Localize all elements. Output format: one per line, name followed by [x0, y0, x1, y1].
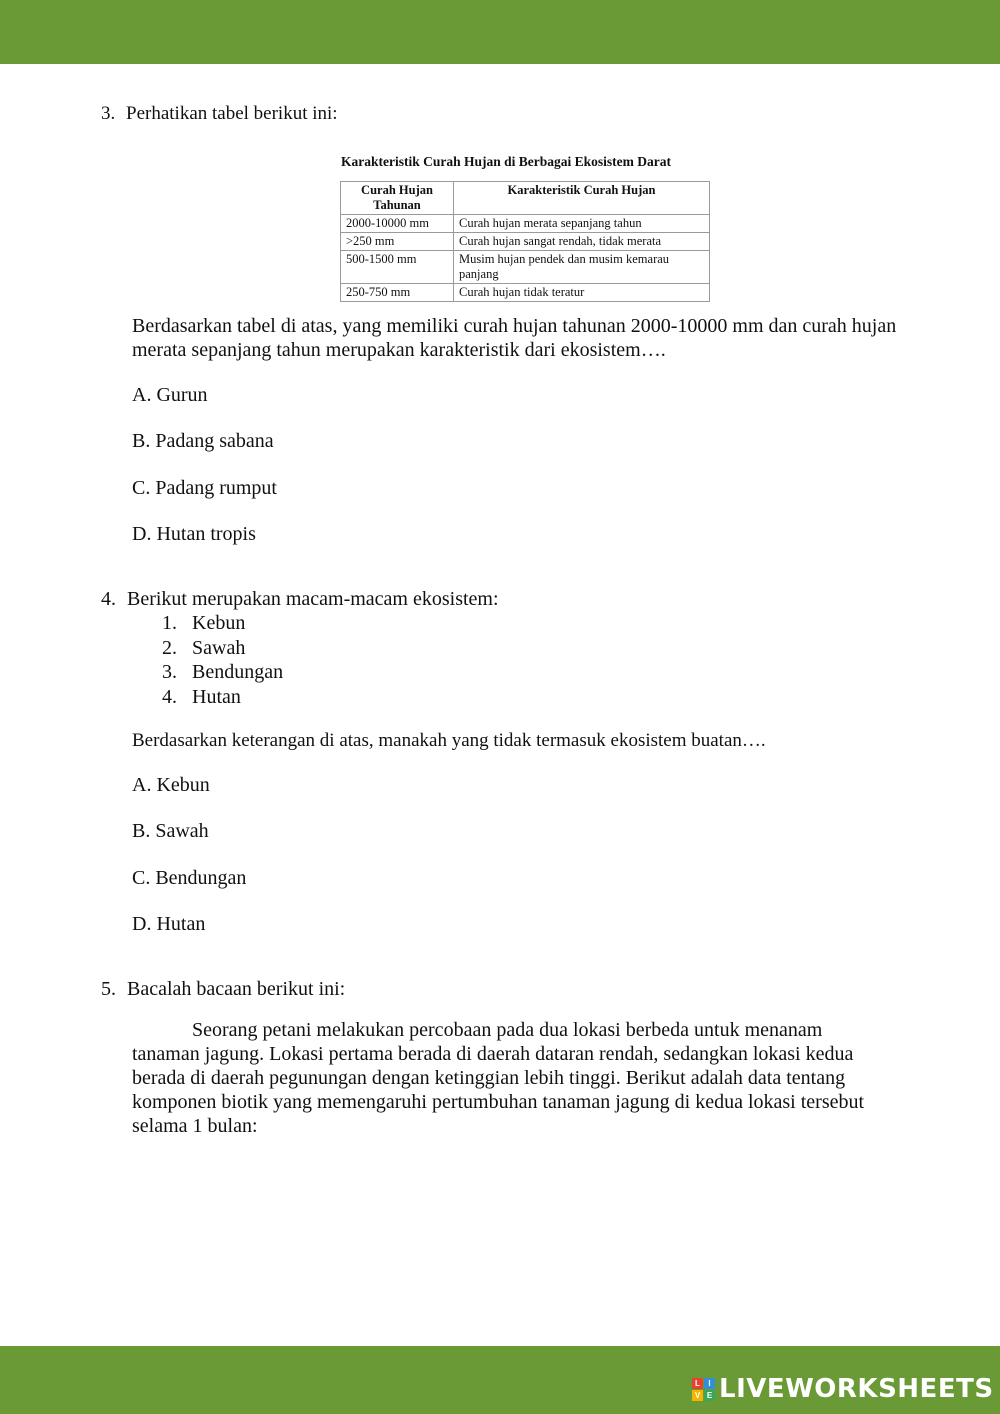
table-row	[341, 251, 710, 284]
list-label: Hutan	[192, 686, 241, 708]
logo-tile: L	[692, 1378, 703, 1389]
list-number: 4.	[162, 686, 177, 708]
table-cell: Curah hujan merata sepanjang tahun	[454, 215, 710, 233]
list-number: 2.	[162, 637, 177, 659]
table-cell: 250-750 mm	[341, 284, 454, 302]
question-3-text: Berdasarkan tabel di atas, yang memiliki curah hujan tahunan 2000-10000 mm dan curah hujan merata sepanjang tahun merupakan karakteristik dari ekosistem….	[132, 315, 897, 361]
passage-line: komponen biotik yang memengaruhi pertumbuhan tanaman jagung di kedua lokasi tersebut	[132, 1091, 865, 1113]
list-item	[162, 661, 283, 684]
table-title: Karakteristik Curah Hujan di Berbagai Ekosistem Darat	[341, 154, 672, 169]
table-header-row	[341, 182, 710, 215]
question-4-text: Berdasarkan keterangan di atas, manakah yang tidak termasuk ekosistem buatan….	[132, 730, 766, 751]
passage-line: tanaman jagung. Lokasi pertama berada di daerah dataran rendah, sedangkan lokasi kedua	[132, 1043, 854, 1065]
answer-option[interactable]: C. Bendungan	[132, 867, 247, 889]
list-label: Kebun	[192, 612, 246, 634]
logo-tile: V	[692, 1390, 703, 1401]
table-cell: 500-1500 mm	[341, 251, 454, 284]
question-prompt: Perhatikan tabel berikut ini:	[126, 103, 338, 124]
answer-option[interactable]: D. Hutan	[132, 913, 206, 935]
table-cell: 2000-10000 mm	[341, 215, 454, 233]
question-prompt: Berikut merupakan macam-macam ekosistem:	[127, 588, 499, 610]
list-item	[162, 637, 245, 660]
passage-line: selama 1 bulan:	[132, 1115, 258, 1137]
list-number: 1.	[162, 612, 177, 634]
header-band	[0, 0, 1000, 64]
answer-option[interactable]: B. Padang sabana	[132, 430, 274, 452]
header-cell: Curah Hujan Tahunan	[341, 182, 454, 215]
question-number: 4.	[101, 588, 116, 610]
table-cell: Curah hujan tidak teratur	[454, 284, 710, 302]
rainfall-table	[340, 181, 710, 302]
answer-option[interactable]: D. Hutan tropis	[132, 523, 256, 545]
answer-option[interactable]: A. Kebun	[132, 774, 210, 796]
passage-line: berada di daerah pegunungan dengan ketinggian lebih tinggi. Berikut adalah data tentang	[132, 1067, 846, 1089]
answer-option[interactable]: B. Sawah	[132, 820, 209, 842]
table-row	[341, 284, 710, 302]
header-cell: Karakteristik Curah Hujan	[454, 182, 710, 215]
list-number: 3.	[162, 661, 177, 683]
table-cell: >250 mm	[341, 233, 454, 251]
passage-line: Seorang petani melakukan percobaan pada dua lokasi berbeda untuk menanam	[192, 1019, 823, 1041]
liveworksheets-logo[interactable]	[692, 1374, 994, 1404]
answer-option[interactable]: C. Padang rumput	[132, 477, 277, 499]
logo-text: LIVEWORKSHEETS	[719, 1374, 994, 1404]
table-cell: Curah hujan sangat rendah, tidak merata	[454, 233, 710, 251]
logo-tile: I	[704, 1378, 715, 1389]
question-3-prompt	[101, 103, 338, 125]
answer-option[interactable]: A. Gurun	[132, 384, 208, 406]
list-label: Sawah	[192, 637, 246, 659]
list-item	[162, 686, 241, 709]
question-5-prompt	[101, 978, 345, 1001]
logo-mark-icon	[692, 1378, 715, 1401]
table-row	[341, 233, 710, 251]
question-4-prompt	[101, 588, 499, 611]
question-number: 5.	[101, 978, 116, 1000]
logo-tile: E	[704, 1390, 715, 1401]
list-label: Bendungan	[192, 661, 284, 683]
question-prompt: Bacalah bacaan berikut ini:	[127, 978, 346, 1000]
table-row	[341, 215, 710, 233]
table-cell: Musim hujan pendek dan musim kemarau panjang	[454, 251, 710, 284]
list-item	[162, 612, 245, 635]
question-number: 3.	[101, 103, 116, 124]
